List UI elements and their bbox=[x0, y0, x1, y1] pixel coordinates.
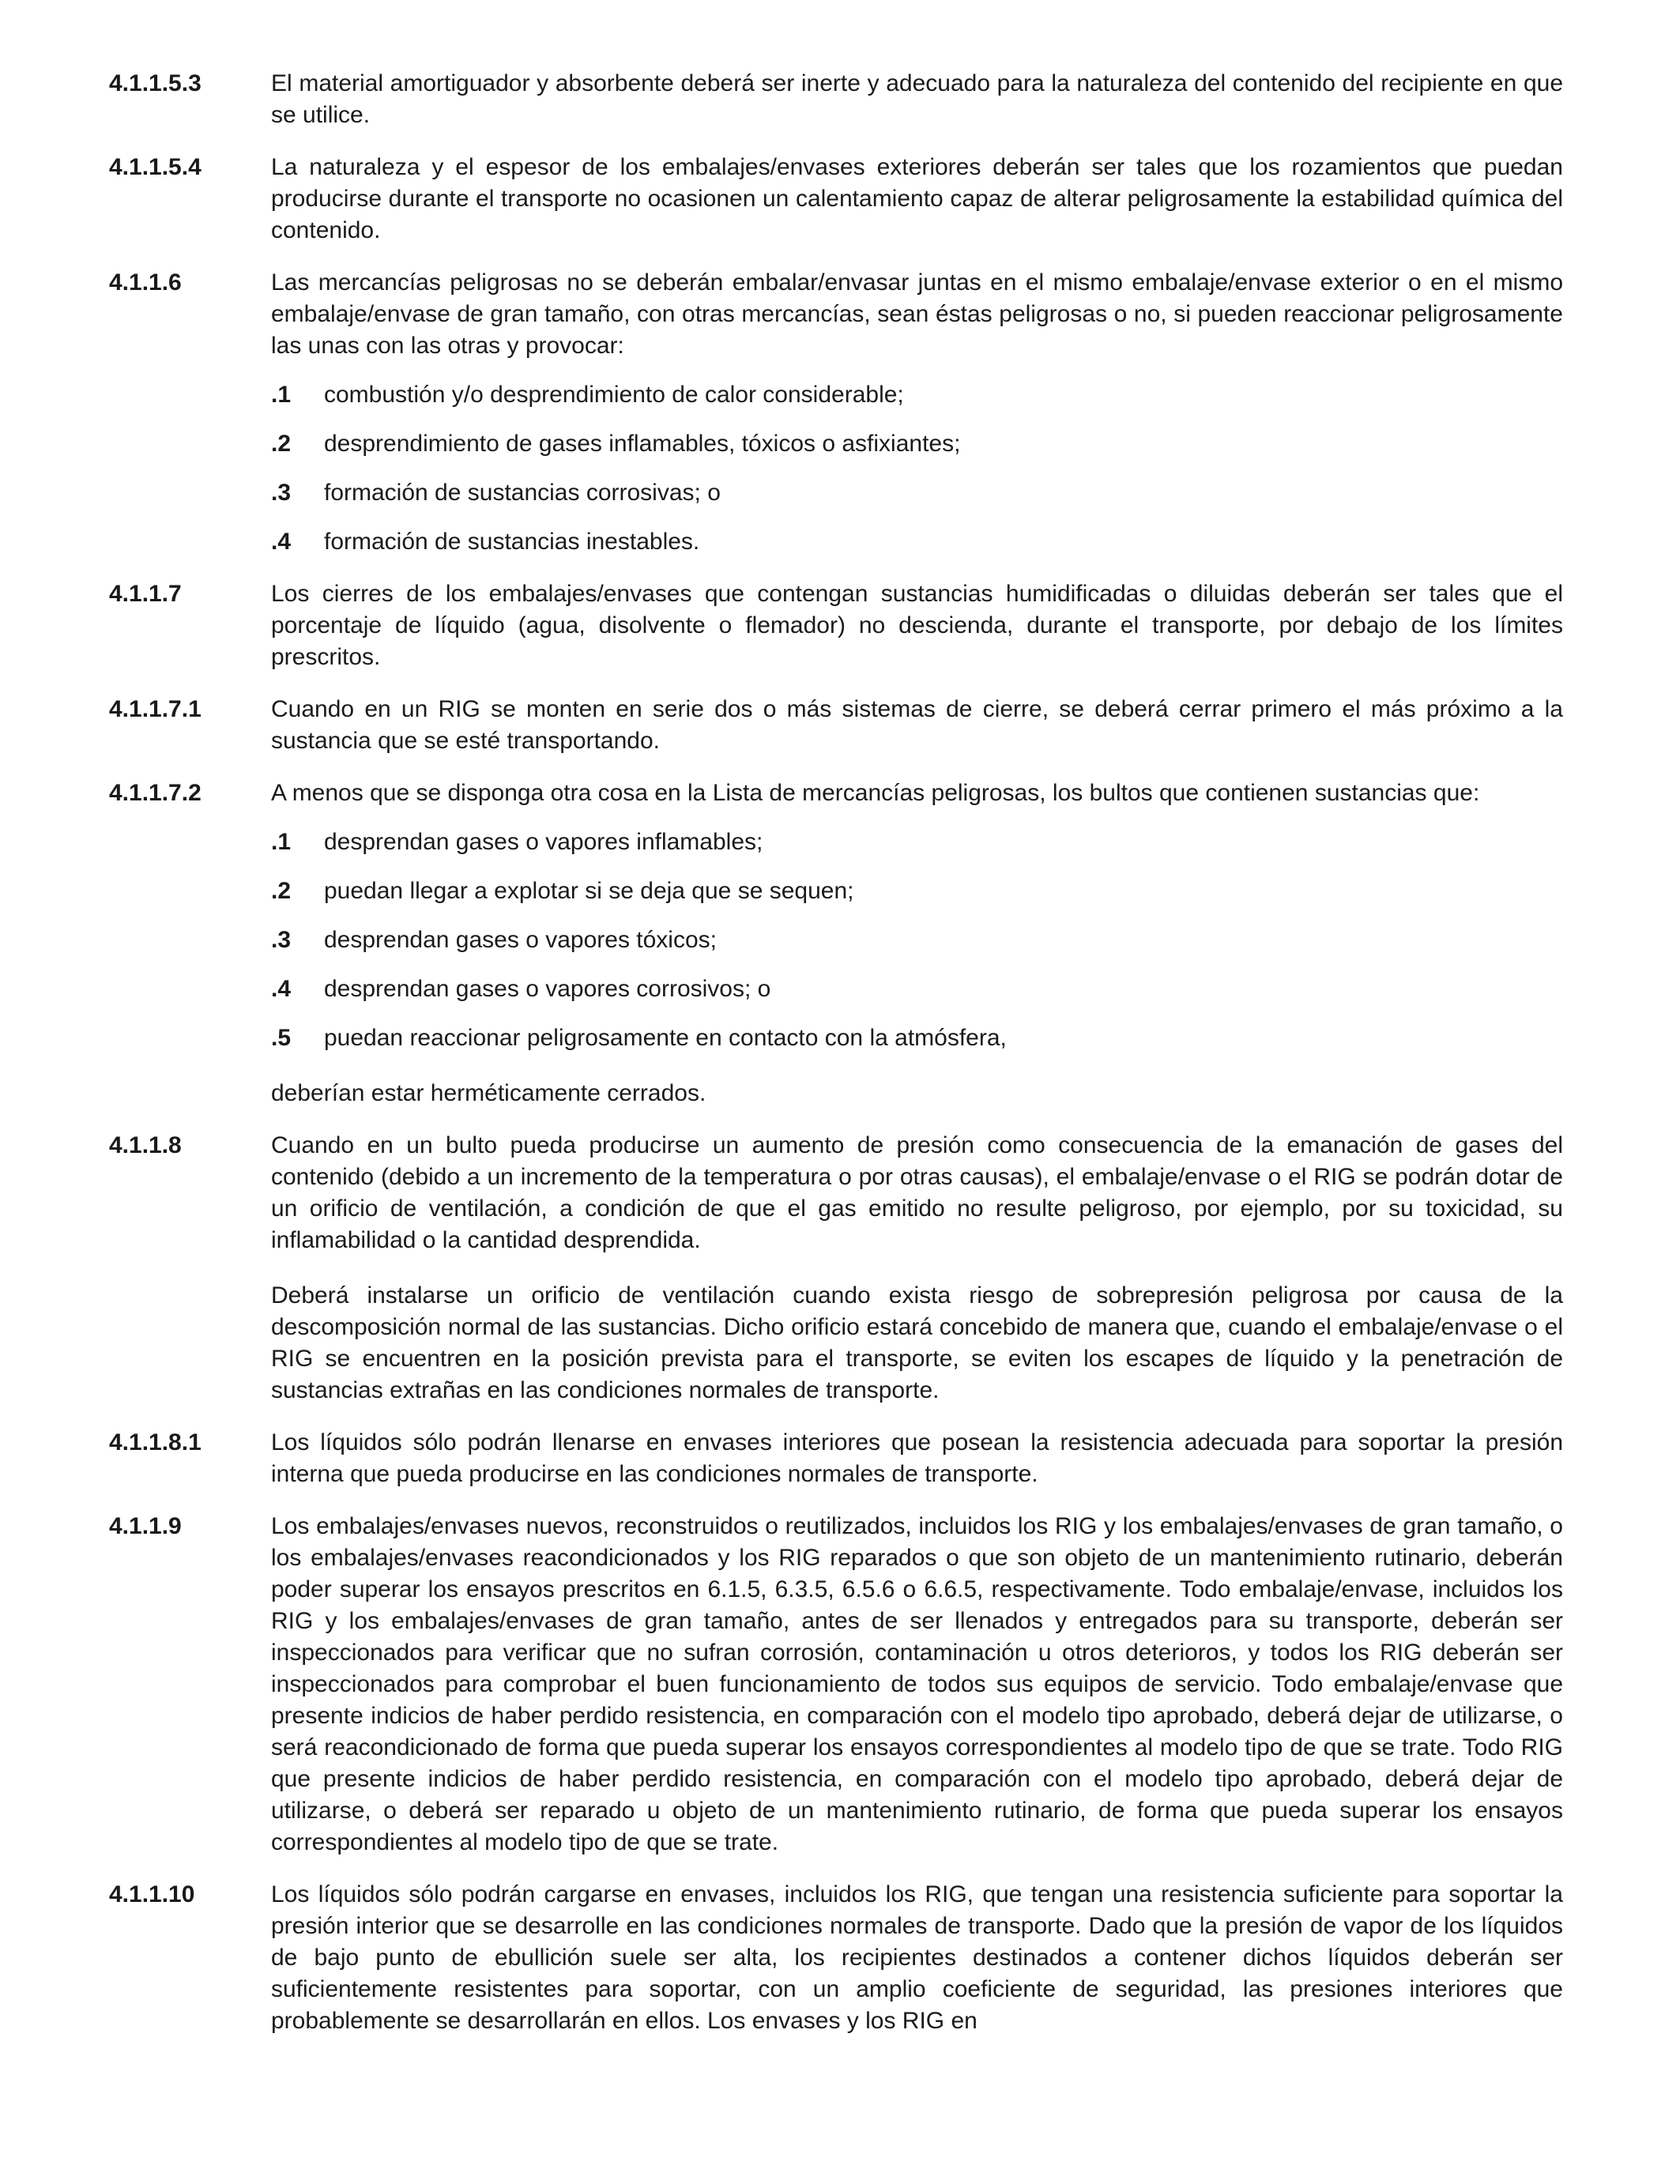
section-number: 4.1.1.8 bbox=[109, 1132, 182, 1158]
section-number: 4.1.1.9 bbox=[109, 1513, 182, 1539]
list-item-text: puedan reaccionar peligrosamente en contacto con la atmósfera, bbox=[324, 1025, 1007, 1051]
list-item-text: formación de sustancias inestables. bbox=[324, 529, 700, 555]
section bbox=[109, 694, 1563, 757]
list-item bbox=[271, 477, 1563, 509]
section bbox=[109, 1427, 1563, 1490]
section bbox=[109, 1130, 1563, 1406]
paragraph: A menos que se disponga otra cosa en la Lista de mercancías peligrosas, los bultos que contienen sustancias que: bbox=[271, 780, 1480, 806]
list-item-number: .1 bbox=[271, 829, 292, 855]
list-item bbox=[271, 827, 1563, 858]
section-number: 4.1.1.7.2 bbox=[109, 780, 202, 806]
list-item-number: .4 bbox=[271, 976, 292, 1002]
list-item-number: .5 bbox=[271, 1025, 292, 1051]
section-number: 4.1.1.6 bbox=[109, 269, 182, 296]
section bbox=[109, 68, 1563, 131]
list-item-text: formación de sustancias corrosivas; o bbox=[324, 480, 721, 506]
section-number: 4.1.1.7 bbox=[109, 581, 182, 607]
list-item bbox=[271, 428, 1563, 460]
section bbox=[109, 152, 1563, 247]
paragraph: Deberá instalarse un orificio de ventilación cuando exista riesgo de sobrepresión peligrosa por causa de la descomposición normal de las sustancias. Dicho orificio estará concebido de manera que, cuando el embalaje/envase o el RIG se encuentren en la posición prevista para el transporte, se eviten los escapes de líquido y la penetración de sustancias extrañas en las condiciones normales de transporte. bbox=[271, 1282, 1563, 1403]
section bbox=[109, 778, 1563, 1109]
section-number: 4.1.1.8.1 bbox=[109, 1429, 202, 1455]
list-item-text: desprendan gases o vapores corrosivos; o bbox=[324, 976, 771, 1002]
list-item-number: .4 bbox=[271, 529, 292, 555]
list-item bbox=[271, 875, 1563, 907]
list-item-number: .2 bbox=[271, 878, 292, 904]
section-number: 4.1.1.7.1 bbox=[109, 696, 202, 722]
section-body bbox=[271, 1130, 1563, 1406]
list-item-number: .1 bbox=[271, 382, 292, 408]
list-item bbox=[271, 924, 1563, 956]
paragraph: Los líquidos sólo podrán cargarse en envases, incluidos los RIG, que tengan una resistencia suficiente para soportar la presión interior que se desarrolle en las condiciones normales de transporte. Dado que la presión de vapor de los líquidos de bajo punto de ebullición suele ser alta, los recipientes destinados a contener dichos líquidos deberán ser suficientemente resistentes para soportar, con un amplio coeficiente de seguridad, las presiones interiores que probablemente se desarrollarán en ellos. Los envases y los RIG en bbox=[271, 1881, 1563, 2034]
paragraph: La naturaleza y el espesor de los embalajes/envases exteriores deberán ser tales que los rozamientos que puedan producirse durante el transporte no ocasionen un calentamiento capaz de alterar peligrosamente la estabilidad química del contenido. bbox=[271, 154, 1563, 243]
list-item bbox=[271, 379, 1563, 411]
closing-paragraph: deberían estar herméticamente cerrados. bbox=[271, 1080, 706, 1106]
section-body bbox=[271, 68, 1563, 131]
section bbox=[109, 578, 1563, 673]
section-body bbox=[271, 1511, 1563, 1858]
section bbox=[109, 1879, 1563, 2037]
section-body bbox=[271, 1427, 1563, 1490]
paragraph: Cuando en un RIG se monten en serie dos o más sistemas de cierre, se deberá cerrar primero el más próximo a la sustancia que se esté transportando. bbox=[271, 696, 1563, 754]
paragraph: Cuando en un bulto pueda producirse un aumento de presión como consecuencia de la emanación de gases del contenido (debido a un incremento de la temperatura o por otras causas), el embalaje/envase o el RIG se podrán dotar de un orificio de ventilación, a condición de que el gas emitido no resulte peligroso, por ejemplo, por su toxicidad, su inflamabilidad o la cantidad desprendida. bbox=[271, 1132, 1563, 1253]
list-item-number: .3 bbox=[271, 927, 292, 953]
section bbox=[109, 1511, 1563, 1858]
section-number: 4.1.1.5.4 bbox=[109, 154, 202, 180]
list-item-number: .3 bbox=[271, 480, 292, 506]
list-item bbox=[271, 1022, 1563, 1054]
list-item-text: puedan llegar a explotar si se deja que se sequen; bbox=[324, 878, 854, 904]
section-body bbox=[271, 694, 1563, 757]
section-body bbox=[271, 778, 1563, 1109]
document-page bbox=[109, 68, 1563, 2058]
paragraph: Los embalajes/envases nuevos, reconstruidos o reutilizados, incluidos los RIG y los embalajes/envases de gran tamaño, o los embalajes/envases reacondicionados y los RIG reparados o que son objeto de un mantenimiento rutinario, deberán poder superar los ensayos prescritos en 6.1.5, 6.3.5, 6.5.6 o 6.6.5, respectivamente. Todo embalaje/envase, incluidos los RIG y los embalajes/envases de gran tamaño, antes de ser llenados y entregados para su transporte, deberán ser inspeccionados para verificar que no sufran corrosión, contaminación u otros deterioros, y todos los RIG deberán ser inspeccionados para comprobar el buen funcionamiento de todos sus equipos de servicio. Todo embalaje/envase que presente indicios de haber perdido resistencia, en comparación con el modelo tipo aprobado, deberá dejar de utilizarse, o será reacondicionado de forma que pueda superar los ensayos correspondientes al modelo tipo de que se trate. Todo RIG que presente indicios de haber perdido resistencia, en comparación con el modelo tipo aprobado, deberá dejar de utilizarse, o deberá ser reparado u objeto de un mantenimiento rutinario, de forma que pueda superar los ensayos correspondientes al modelo tipo de que se trate. bbox=[271, 1513, 1563, 1855]
paragraph: Los líquidos sólo podrán llenarse en envases interiores que posean la resistencia adecuada para soportar la presión interna que pueda producirse en las condiciones normales de transporte. bbox=[271, 1429, 1563, 1487]
section bbox=[109, 267, 1563, 558]
list-item-text: desprendan gases o vapores tóxicos; bbox=[324, 927, 717, 953]
list-item-text: combustión y/o desprendimiento de calor considerable; bbox=[324, 382, 904, 408]
list-item bbox=[271, 526, 1563, 558]
section-body bbox=[271, 578, 1563, 673]
paragraph: Los cierres de los embalajes/envases que contengan sustancias humidificadas o diluidas deberán ser tales que el porcentaje de líquido (agua, disolvente o flemador) no descienda, durante el transporte, por debajo de los límites prescritos. bbox=[271, 581, 1563, 670]
list-item-text: desprendimiento de gases inflamables, tóxicos o asfixiantes; bbox=[324, 431, 961, 457]
paragraph: El material amortiguador y absorbente deberá ser inerte y adecuado para la naturaleza del contenido del recipiente en que se utilice. bbox=[271, 70, 1563, 128]
section-body bbox=[271, 267, 1563, 558]
list-item-text: desprendan gases o vapores inflamables; bbox=[324, 829, 763, 855]
section-number: 4.1.1.5.3 bbox=[109, 70, 202, 96]
list-item-number: .2 bbox=[271, 431, 292, 457]
list-item bbox=[271, 973, 1563, 1005]
paragraph: Las mercancías peligrosas no se deberán embalar/envasar juntas en el mismo embalaje/envase exterior o en el mismo embalaje/envase de gran tamaño, con otras mercancías, sean éstas peligrosas o no, si pueden reaccionar peligrosamente las unas con las otras y provocar: bbox=[271, 269, 1563, 359]
section-body bbox=[271, 152, 1563, 247]
section-body bbox=[271, 1879, 1563, 2037]
section-number: 4.1.1.10 bbox=[109, 1881, 195, 1907]
